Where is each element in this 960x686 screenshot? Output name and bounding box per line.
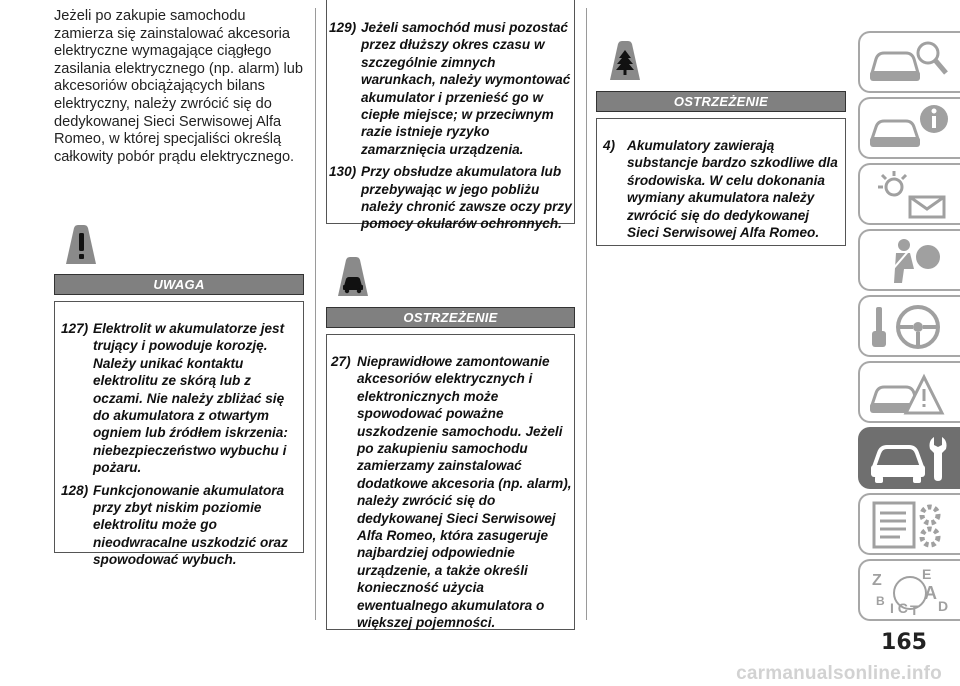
tab-maintenance[interactable] xyxy=(858,427,960,489)
car-warning-icon xyxy=(330,256,376,298)
ostrzezenie-car-box xyxy=(326,334,575,630)
continued-notes-box xyxy=(326,0,575,232)
ostrzezenie-car-title-bar: OSTRZEŻENIE xyxy=(326,307,575,328)
car-wrench-icon xyxy=(866,433,954,485)
uwaga-title-bar: UWAGA xyxy=(54,274,304,295)
intro-paragraph: Jeżeli po zakupie samochodu zamierza się zainstalować akcesoria elektryczne wymagające ciągłego zasilania elektrycznego (np. alarm) lub akcesoriów obciążających bilans elektryczny, należy zwrócić się do dedykowanej Sieci Serwisowej Alfa Romeo, w której specjaliści określą całkowity pobór prądu elektrycznego. xyxy=(54,8,304,165)
tab-emergency[interactable] xyxy=(858,361,960,423)
tab-driving[interactable] xyxy=(858,295,960,357)
note-item: 4) Akumulatory zawierają substancje bardzo szkodliwe dla środowiska. W celu dokonania wymiany akumulatora należy zwrócić się do dedykowanej Sieci Serwisowej Alfa Romeo. xyxy=(603,138,838,241)
svg-text:A: A xyxy=(924,583,937,603)
page-number: 165 xyxy=(881,630,927,655)
light-envelope-icon xyxy=(866,169,954,221)
svg-text:E: E xyxy=(922,566,932,582)
tab-index[interactable] xyxy=(858,559,960,621)
svg-text:T: T xyxy=(910,602,919,617)
watermark: carmanualsonline.info xyxy=(736,663,942,684)
tree-environment-icon xyxy=(602,40,648,82)
alphabet-index-icon xyxy=(866,565,954,617)
car-warning-triangle-icon xyxy=(866,367,954,419)
tab-safety[interactable] xyxy=(858,229,960,291)
tab-info[interactable] xyxy=(858,97,960,159)
svg-text:I C: I C xyxy=(890,600,908,616)
ostrzezenie-env-title-bar: OSTRZEŻENIE xyxy=(596,91,846,112)
tab-lights[interactable] xyxy=(858,163,960,225)
car-info-icon xyxy=(866,103,954,155)
tab-technical-data[interactable] xyxy=(858,493,960,555)
column-divider xyxy=(315,8,316,620)
note-item: 130) Przy obsłudze akumulatora lub przebywając w jego pobliżu należy chronić zawsze oczy przy pomocy okularów ochronnych. xyxy=(329,164,572,232)
note-item: 127) Elektrolit w akumulatorze jest trujący i powoduje korozję. Należy unikać kontaktu elektrolitu ze skórą lub z oczami. Nie należy zbliżać się do akumulatora z otwartym ogniem lub źródłem iskrzenia: niebezpieczeństwo wybuchu i pożaru. xyxy=(61,321,288,476)
note-item: 129) Jeżeli samochód musi pozostać przez dłuższy okres czasu w szczególnie zimnych warunkach, należy wymontować akumulator i przenieść go w ciepłe miejsce; w przeciwnym razie istnieje ryzyko zamarznięcia urządzenia. xyxy=(329,20,571,157)
note-item: 128) Funkcjonowanie akumulatora przy zbyt niskim poziomie elektrolitu może go nieodwracalne uszkodzić oraz spowodować wybuch. xyxy=(61,482,288,568)
svg-text:D: D xyxy=(938,598,949,614)
car-dashboard-search-icon xyxy=(866,37,954,89)
steering-wheel-key-icon xyxy=(866,301,954,353)
svg-text:B: B xyxy=(876,594,885,608)
ostrzezenie-env-box xyxy=(596,118,846,246)
svg-text:Z: Z xyxy=(872,572,882,589)
exclamation-warning-icon xyxy=(58,224,104,266)
note-item: 27) Nieprawidłowe zamontowanie akcesoriów elektrycznych i elektronicznych może spowodować poważne uszkodzenie samochodu. Jeżeli po zakupieniu samochodu zamierzamy zainstalować dodatkowe akcesoria (np. alarm), należy zwrócić się do dedykowanej Sieci Serwisowej Alfa Romeo, która zasugeruje najbardziej odpowiednie urządzenie, a także określi konieczność użycia ewentualnego akumulatora o większej pojemności. xyxy=(331,354,572,631)
list-gears-icon xyxy=(866,499,954,551)
column-divider xyxy=(586,8,587,620)
uwaga-box xyxy=(54,301,304,568)
tab-dashboard[interactable] xyxy=(858,31,960,93)
airbag-passenger-icon xyxy=(866,235,954,287)
